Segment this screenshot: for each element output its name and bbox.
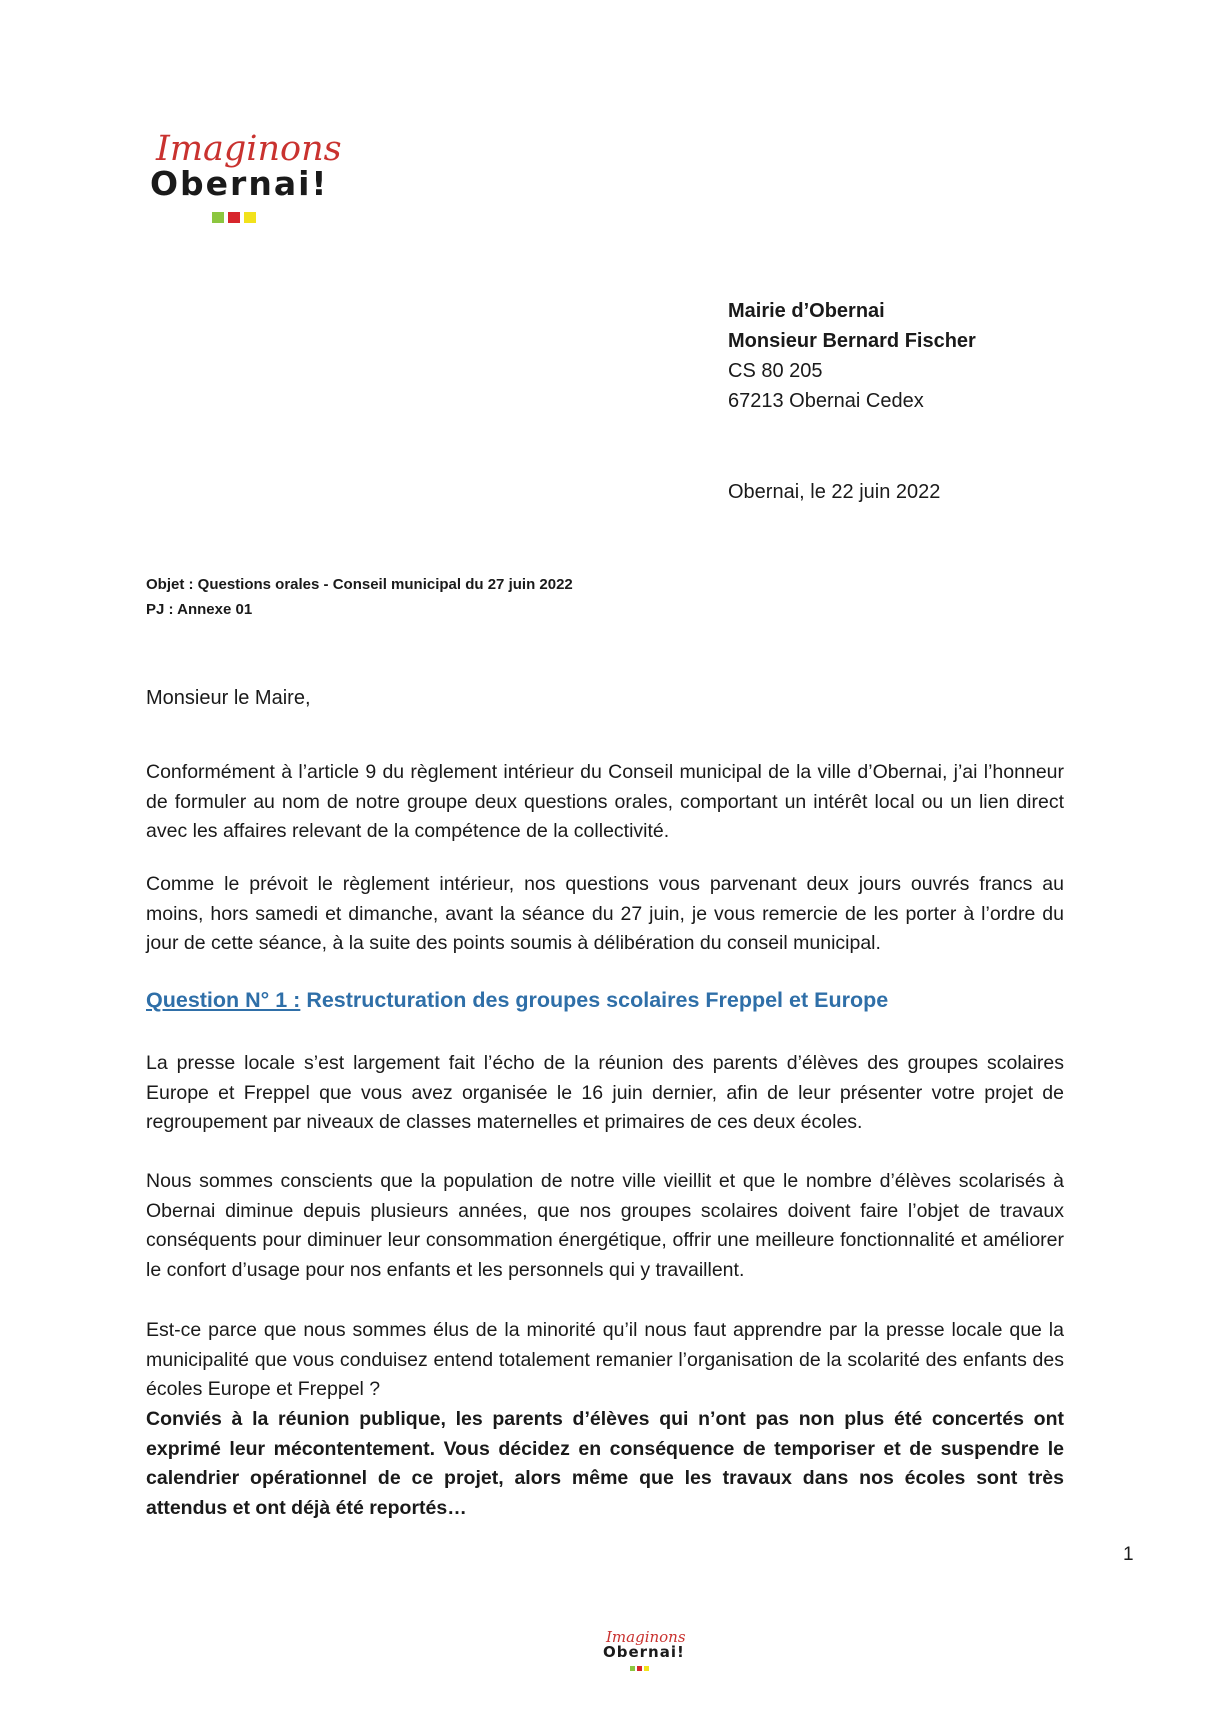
paragraph-request: Comme le prévoit le règlement intérieur, nos questions vous parvenant deux jours ouvrés francs au moins, hors samedi et dimanche, avant la séance du 27 juin, je vous remercie de les porter à l’ordre du jour de cette séance, à la suite des points soumis à délibération du conseil municipal. — [146, 873, 1064, 954]
footer-logo — [603, 1630, 693, 1680]
paragraph-context: Nous sommes conscients que la population de notre ville vieillit et que le nombre d’élèves scolarisés à Obernai diminue depuis plusieurs années, que nos groupes scolaires doivent faire l’objet de travaux conséquents pour diminuer leur consommation énergétique, offrir une meilleure fonctionnalité et améliorer le confort d’usage pour nos enfants et les personnels qui y travaillent. — [146, 1170, 1064, 1281]
footer-logo-line-2: Obernai! — [603, 1643, 685, 1661]
recipient-line-3: CS 80 205 — [728, 360, 823, 382]
logo-square-red — [228, 212, 240, 223]
recipient-line-4: 67213 Obernai Cedex — [728, 390, 924, 412]
paragraph-intro: Conformément à l’article 9 du règlement intérieur du Conseil municipal de la ville d’Obernai, j’ai l’honneur de formuler au nom de notre groupe deux questions orales, comportant un intérêt local ou un lien direct avec les affaires relevant de la compétence de la collectivité. — [146, 761, 1064, 842]
logo-color-squares — [212, 212, 256, 223]
subject-block — [146, 572, 573, 622]
date-line: Obernai, le 22 juin 2022 — [728, 481, 941, 503]
page-number: 1 — [1123, 1544, 1134, 1565]
salutation: Monsieur le Maire, — [146, 687, 311, 709]
footer-logo-square-yellow — [644, 1666, 649, 1671]
logo-line-2: Obernai! — [150, 164, 329, 203]
logo-line-1: Imaginons — [156, 129, 342, 169]
footer-logo-line-1: Imaginons — [606, 1628, 686, 1646]
paragraph-press: La presse locale s’est largement fait l’écho de la réunion des parents d’élèves des groupes scolaires Europe et Freppel que vous avez organisée le 16 juin dernier, afin de leur présenter votre projet de regroupement par niveaux de classes maternelles et primaires de ces deux écoles. — [146, 1052, 1064, 1133]
question-1-title: Restructuration des groupes scolaires Freppel et Europe — [300, 988, 889, 1012]
paragraph-parents: Conviés à la réunion publique, les parents d’élèves qui n’ont pas non plus été concertés ont exprimé leur mécontentement. Vous décidez en conséquence de temporiser et de suspendre le calendrier opérationnel de ce projet, alors même que les travaux dans nos écoles sont très attendus et ont déjà été reportés… — [146, 1408, 1064, 1519]
question-1-number: Question N° 1 : — [146, 988, 301, 1012]
subject-line: Objet : Questions orales - Conseil municipal du 27 juin 2022 — [146, 576, 573, 593]
logo-square-green — [212, 212, 224, 223]
footer-logo-square-red — [637, 1666, 642, 1671]
attachment-line: PJ : Annexe 01 — [146, 601, 253, 618]
footer-logo-color-squares — [630, 1666, 649, 1671]
paragraph-minority: Est-ce parce que nous sommes élus de la minorité qu’il nous faut apprendre par la presse locale que la municipalité que vous conduisez entend totalement remanier l’organisation de la scolarité des enfants des écoles Europe et Freppel ? — [146, 1319, 1064, 1400]
recipient-line-1: Mairie d’Obernai — [728, 300, 885, 322]
question-1-heading — [146, 985, 888, 1015]
logo-square-yellow — [244, 212, 256, 223]
recipient-address — [728, 296, 976, 416]
recipient-line-2: Monsieur Bernard Fischer — [728, 330, 976, 352]
footer-logo-square-green — [630, 1666, 635, 1671]
header-logo — [150, 129, 350, 232]
